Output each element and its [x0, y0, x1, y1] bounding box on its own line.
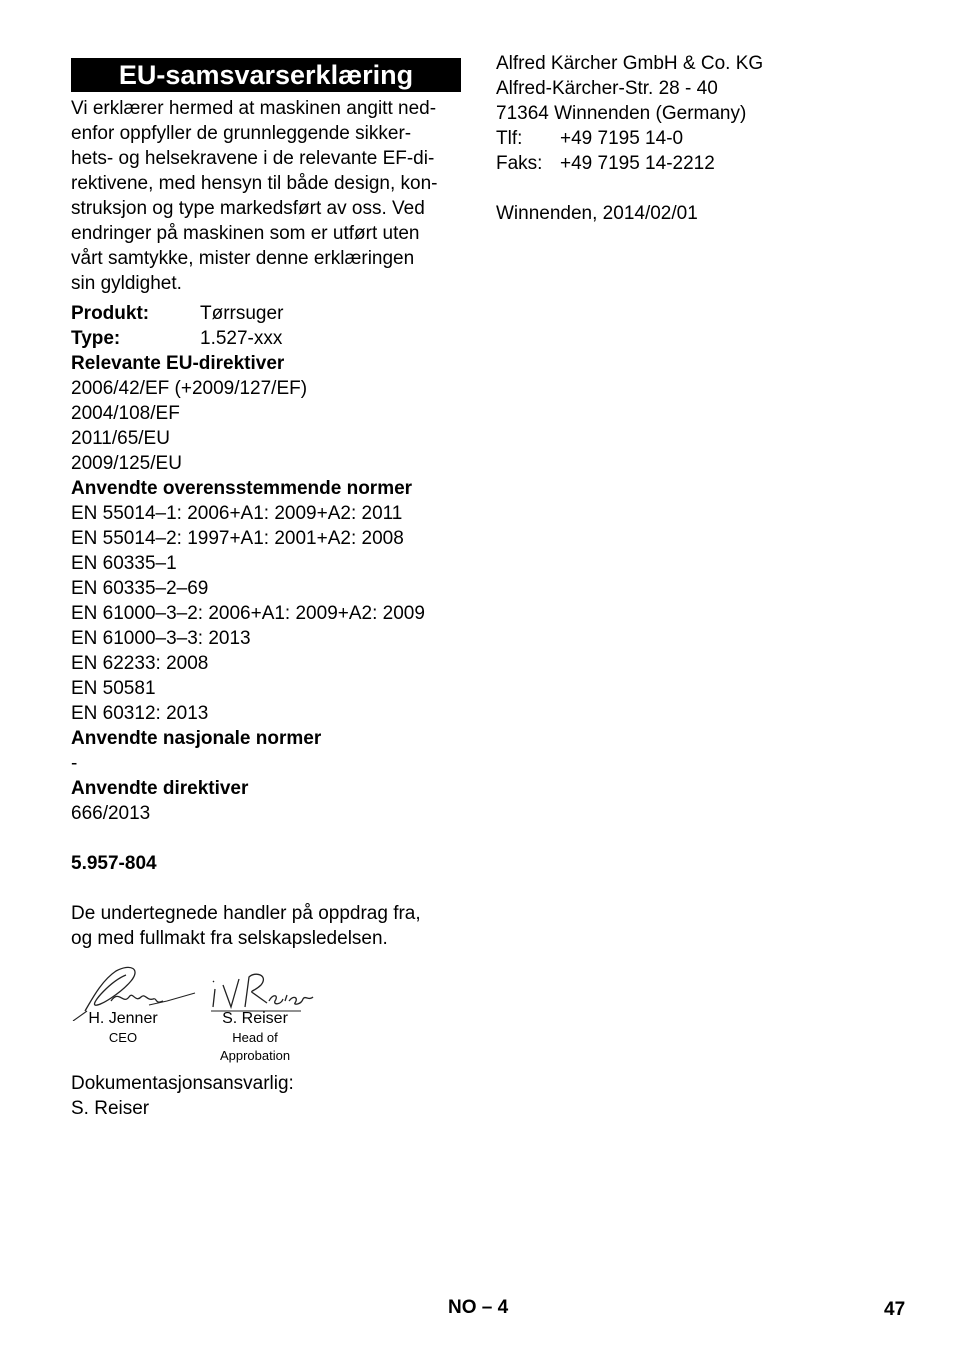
standard-item: EN 60335–2–69 [71, 578, 209, 599]
signatory-reiser [197, 1009, 313, 1065]
eu-directive-item: 2006/42/EF (+2009/127/EF) [71, 378, 308, 399]
national-standards-heading: Anvendte nasjonale normer [71, 728, 322, 749]
phone-value: +49 7195 14-0 [560, 128, 684, 149]
footer-page-number: 47 [884, 1299, 906, 1320]
standard-item: EN 55014–2: 1997+A1: 2001+A2: 2008 [71, 528, 404, 549]
applied-directives-heading: Anvendte direktiver [71, 778, 249, 799]
type-row [71, 326, 461, 351]
type-value: 1.527-xxx [200, 328, 283, 349]
standard-item: EN 61000–3–2: 2006+A1: 2009+A2: 2009 [71, 603, 425, 624]
company-city: 71364 Winnenden (Germany) [496, 103, 747, 124]
doc-responsible-name: S. Reiser [71, 1098, 150, 1119]
standard-item: EN 60335–1 [71, 553, 177, 574]
document-number: 5.957-804 [71, 853, 157, 874]
company-column [496, 51, 896, 226]
product-row [71, 301, 461, 326]
intro-paragraph [71, 96, 461, 296]
eu-directive-item: 2004/108/EF [71, 403, 180, 424]
intro-line: sin gyldighet. [71, 273, 182, 294]
standard-item: EN 60312: 2013 [71, 703, 209, 724]
signatory-name: S. Reiser [222, 1010, 288, 1027]
eu-directive-item: 2011/65/EU [71, 428, 170, 449]
company-name: Alfred Kärcher GmbH & Co. KG [496, 53, 764, 74]
signatory-jenner [71, 1009, 175, 1047]
standard-item: EN 61000–3–3: 2013 [71, 628, 251, 649]
signatory-role: Head of Approbation [219, 1030, 291, 1063]
eu-directive-item: 2009/125/EU [71, 453, 182, 474]
company-fax-row [496, 151, 896, 176]
product-value: Tørrsuger [200, 303, 284, 324]
standard-item: EN 62233: 2008 [71, 653, 209, 674]
product-label: Produkt: [71, 303, 150, 324]
declaration-column [71, 58, 461, 1121]
national-standards-value: - [71, 753, 78, 774]
applied-directives-value: 666/2013 [71, 803, 151, 824]
intro-line: endringer på maskinen som er utført uten [71, 223, 420, 244]
eu-directives-heading: Relevante EU-direktiver [71, 353, 285, 374]
intro-line: hets- og helsekravene i de relevante EF-di- [71, 148, 435, 169]
standard-item: EN 55014–1: 2006+A1: 2009+A2: 2011 [71, 503, 403, 524]
signatories-text-line: De undertegnede handler på oppdrag fra, [71, 903, 421, 924]
company-phone-row [496, 126, 896, 151]
footer-doc-code: NO – 4 [448, 1297, 509, 1318]
standard-item: EN 50581 [71, 678, 156, 699]
company-street: Alfred-Kärcher-Str. 28 - 40 [496, 78, 718, 99]
harmonised-standards-heading: Anvendte overensstemmende normer [71, 478, 413, 499]
fax-label: Faks: [496, 153, 543, 174]
signatories-text-line: og med fullmakt fra selskapsledelsen. [71, 928, 388, 949]
place-date: Winnenden, 2014/02/01 [496, 203, 698, 224]
intro-line: vårt samtykke, mister denne erklæringen [71, 248, 415, 269]
intro-line: struksjon og type markedsført av oss. Ved [71, 198, 425, 219]
fax-value: +49 7195 14-2212 [560, 153, 715, 174]
intro-line: enfor oppfyller de grunnleggende sikker- [71, 123, 412, 144]
page-title: EU-samsvarserklæring [71, 58, 461, 92]
signature-area [71, 961, 461, 1071]
doc-responsible-label: Dokumentasjonsansvarlig: [71, 1073, 294, 1094]
signatory-role: CEO [108, 1030, 138, 1045]
phone-label: Tlf: [496, 128, 523, 149]
intro-line: Vi erklærer hermed at maskinen angitt ned- [71, 98, 437, 119]
intro-line: rektivene, med hensyn til både design, kon- [71, 173, 438, 194]
type-label: Type: [71, 328, 121, 349]
signatory-name: H. Jenner [88, 1010, 158, 1027]
